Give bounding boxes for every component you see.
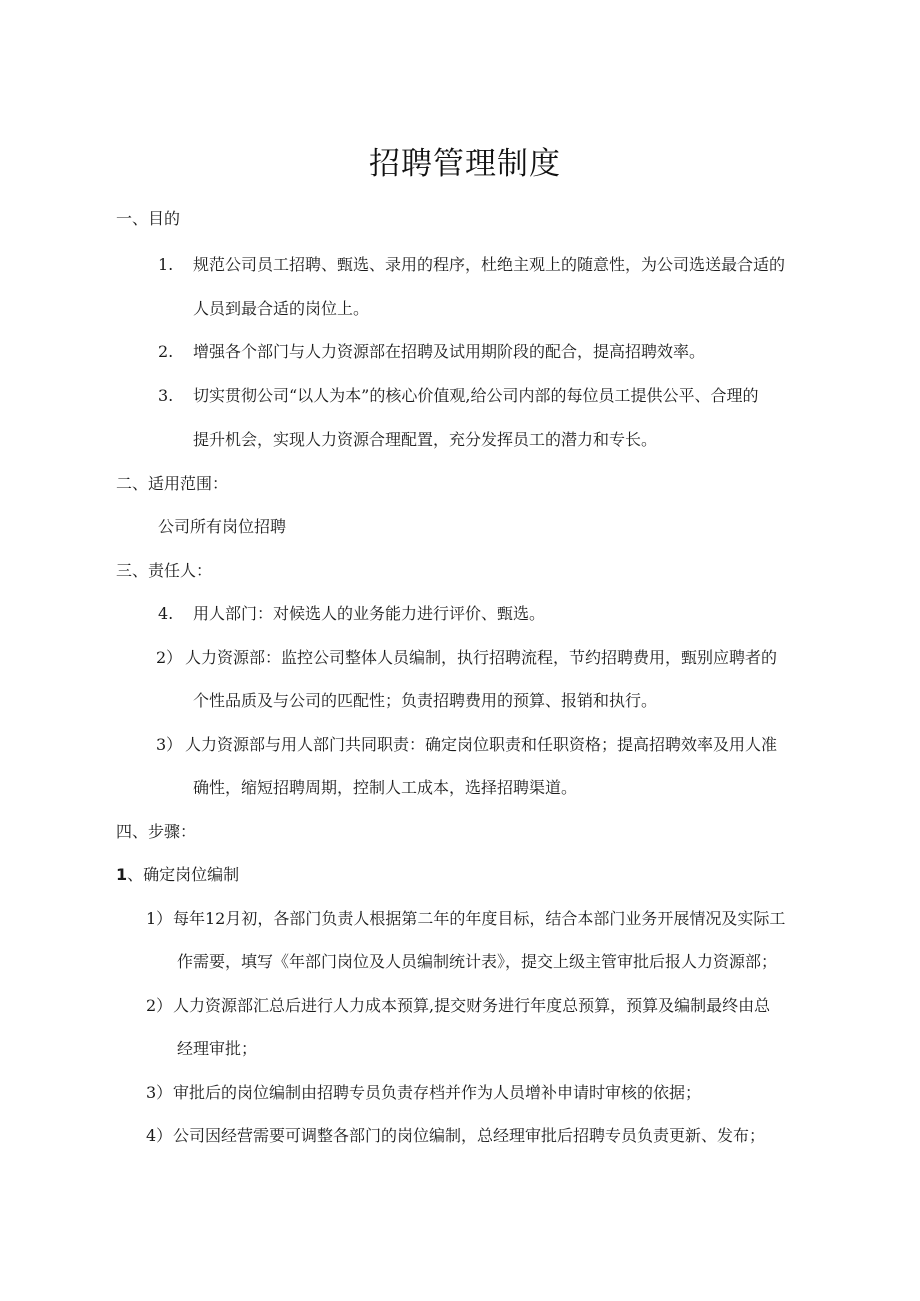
- list-item-number: 1.: [158, 255, 174, 274]
- list-item-text-continued: 经理审批；: [177, 1039, 258, 1058]
- list-item-number: 3）: [146, 1083, 173, 1102]
- list-item-text-continued: 作需要，填写《年部门岗位及人员编制统计表》，提交上级主管审批后报人力资源部；: [177, 952, 778, 971]
- list-item-text: 切实贯彻公司“以人为本”的核心价值观,给公司内部的每位员工提供公平、合理的: [193, 386, 759, 405]
- list-item-text: 用人部门：对候选人的业务能力进行评价、甄选。: [193, 604, 546, 623]
- list-item-text: 公司因经营需要可调整各部门的岗位编制，总经理审批后招聘专员负责更新、发布；: [173, 1126, 766, 1145]
- list-item-text: 规范公司员工招聘、甄选、录用的程序，杜绝主观上的随意性，为公司选送最合适的: [193, 255, 786, 274]
- document-title: 招聘管理制度: [369, 146, 561, 182]
- list-item-number: 2.: [158, 342, 174, 361]
- section-heading-scope: 二、适用范围：: [116, 474, 229, 493]
- subsection-number: 1: [116, 865, 128, 884]
- list-item-text-continued: 个性品质及与公司的匹配性；负责招聘费用的预算、报销和执行。: [193, 691, 658, 710]
- list-item-text: 审批后的岗位编制由招聘专员负责存档并作为人员增补申请时审核的依据；: [173, 1083, 702, 1102]
- list-item-text-continued: 确性，缩短招聘周期，控制人工成本，选择招聘渠道。: [193, 778, 578, 797]
- list-item-text-continued: 人员到最合适的岗位上。: [193, 299, 370, 318]
- list-item-number: 2）: [156, 648, 183, 667]
- section-heading-responsible: 三、责任人：: [116, 561, 213, 580]
- list-item-text: 增强各个部门与人力资源部在招聘及试用期阶段的配合，提高招聘效率。: [193, 342, 706, 361]
- list-item-number: 2）: [146, 996, 173, 1015]
- list-item-text-continued: 提升机会，实现人力资源合理配置，充分发挥员工的潜力和专长。: [193, 430, 658, 449]
- list-item-number: 1）: [146, 909, 173, 928]
- subsection-heading: [116, 864, 239, 886]
- section-body-scope: 公司所有岗位招聘: [158, 517, 287, 536]
- section-heading-steps: 四、步骤：: [116, 822, 197, 841]
- list-item-number: 3）: [156, 735, 183, 754]
- list-item-number: 4.: [158, 604, 174, 623]
- list-item-text: 人力资源部：监控公司整体人员编制，执行招聘流程，节约招聘费用，甄别应聘者的: [185, 648, 778, 667]
- list-item-number: 3.: [158, 386, 174, 405]
- section-heading-purpose: 一、目的: [116, 209, 181, 228]
- list-item-text: 每年12月初，各部门负责人根据第二年的年度目标，结合本部门业务开展情况及实际工: [173, 909, 786, 928]
- list-item-text: 人力资源部汇总后进行人力成本预算,提交财务进行年度总预算，预算及编制最终由总: [173, 996, 771, 1015]
- list-item-number: 4）: [146, 1126, 173, 1145]
- subsection-label: 、确定岗位编制: [127, 865, 240, 884]
- list-item-text: 人力资源部与用人部门共同职责：确定岗位职责和任职资格；提高招聘效率及用人准: [185, 735, 778, 754]
